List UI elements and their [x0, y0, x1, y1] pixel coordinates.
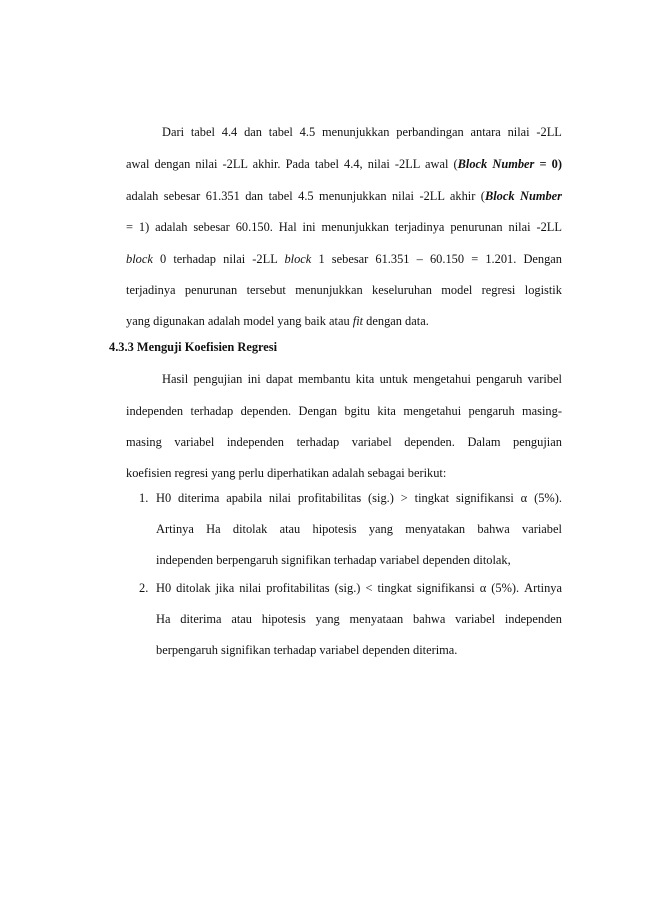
word: mengetahui — [413, 372, 471, 386]
word: yang — [368, 522, 393, 536]
list-item-1-number: 1. — [139, 491, 149, 505]
word: antara — [470, 125, 501, 139]
word: (sig.) — [334, 581, 361, 595]
para2-line-4 — [126, 465, 562, 481]
word: varibel — [527, 372, 562, 386]
word: logistik — [524, 283, 562, 297]
list-item-2-number: 2. — [139, 581, 149, 595]
word: tersebut — [246, 283, 286, 297]
para1-line-3 — [126, 188, 562, 204]
word: H0 — [156, 581, 172, 595]
word: H0 — [156, 491, 172, 505]
word: signifikansi — [455, 491, 514, 505]
word: bahwa — [413, 612, 446, 626]
para1-line-3-text: adalah sebesar 61.351 dan tabel 4.5 menunjukkan nilai -2LL akhir (Block Number — [126, 189, 562, 203]
word: yang — [315, 612, 340, 626]
para1-line-7 — [126, 313, 562, 329]
para2-line-1 — [162, 371, 562, 387]
word: terhadap — [190, 404, 234, 418]
word: pengujian — [513, 435, 562, 449]
word: variabel — [455, 612, 496, 626]
word: ini — [247, 372, 261, 386]
word: tingkat — [377, 581, 412, 595]
word: membantu — [298, 372, 351, 386]
para1-line-4 — [126, 219, 562, 235]
word: Ha — [156, 612, 171, 626]
word: nilai — [239, 581, 262, 595]
word: atau — [231, 612, 252, 626]
word: dependen. — [404, 435, 455, 449]
list-item-1-line-1 — [156, 490, 562, 506]
word: Artinya — [524, 581, 562, 595]
word: variabel — [174, 435, 215, 449]
word: bahwa — [477, 522, 510, 536]
para1-line-5-text: block 0 terhadap nilai -2LL block 1 sebesar 61.351 – 60.150 = 1.201. Dengan — [126, 252, 562, 266]
word: masing — [126, 435, 162, 449]
word: atau — [279, 522, 301, 536]
word: jika — [215, 581, 235, 595]
word: tabel — [190, 125, 215, 139]
para1-line-6 — [126, 282, 562, 298]
word: untuk — [379, 372, 408, 386]
word: masing- — [522, 404, 562, 418]
word: terhadap — [296, 435, 340, 449]
word: hipotesis — [312, 522, 357, 536]
word: α — [520, 491, 528, 505]
word: apabila — [226, 491, 263, 505]
word: pengaruh — [468, 404, 515, 418]
word: variabel — [351, 435, 392, 449]
para2-line-2 — [126, 403, 562, 419]
word: penurunan — [184, 283, 238, 297]
word: kita — [377, 404, 396, 418]
word: ditolak — [176, 581, 211, 595]
word: 4.4 — [221, 125, 238, 139]
word: < — [365, 581, 373, 595]
para1-line-1 — [162, 124, 562, 140]
word: variabel — [522, 522, 562, 536]
word: Dalam — [467, 435, 501, 449]
word: terjadinya — [394, 220, 445, 234]
word: (5%). — [491, 581, 520, 595]
word: 60.150. — [235, 220, 273, 234]
word: diterima — [180, 612, 222, 626]
word: mengetahui — [403, 404, 462, 418]
word: Dari — [162, 125, 185, 139]
word: menunjukkan — [295, 283, 363, 297]
word: α — [479, 581, 487, 595]
word: regresi — [481, 283, 516, 297]
word: adalah — [155, 220, 188, 234]
word: > — [400, 491, 408, 505]
word: bgitu — [344, 404, 370, 418]
word: (sig.) — [368, 491, 394, 505]
word: sebesar — [193, 220, 230, 234]
word: pengujian — [193, 372, 243, 386]
word: Dengan — [298, 404, 338, 418]
para1-line-7-text: yang digunakan adalah model yang baik atau fit dengan data. — [126, 314, 429, 328]
para2-line-4-text: koefisien regresi yang perlu diperhatikan adalah sebagai berikut: — [126, 466, 447, 480]
list-item-2-line-3-text: berpengaruh signifikan terhadap variabel dependen diterima. — [156, 643, 458, 657]
list-item-1-line-3 — [156, 552, 562, 568]
word: terjadinya — [126, 283, 176, 297]
word: Hal — [278, 220, 297, 234]
word: profitabilitas — [266, 581, 330, 595]
word: penurunan — [450, 220, 503, 234]
word: signifikansi — [416, 581, 475, 595]
word: hipotesis — [261, 612, 306, 626]
word: 1) — [138, 220, 150, 234]
word: tingkat — [414, 491, 450, 505]
word: tabel — [268, 125, 293, 139]
word: ini — [302, 220, 316, 234]
word: 4.5 — [299, 125, 316, 139]
section-heading: 4.3.3 Menguji Koefisien Regresi — [109, 340, 278, 354]
para1-line-2-text: awal dengan nilai -2LL akhir. Pada tabel 4.4, nilai -2LL awal (Block Number = 0) — [126, 157, 562, 171]
word: dan — [244, 125, 262, 139]
word: menunjukkan — [321, 125, 390, 139]
word: dependen. — [240, 404, 292, 418]
word: profitabilitas — [297, 491, 362, 505]
word: = — [126, 220, 133, 234]
para2-line-3 — [126, 434, 562, 450]
word: menyataan — [349, 612, 404, 626]
word: independen — [504, 612, 562, 626]
para1-line-5 — [126, 251, 562, 267]
word: pengaruh — [476, 372, 523, 386]
word: model — [441, 283, 473, 297]
word: Hasil — [162, 372, 189, 386]
list-item-1-line-3-text: independen berpengaruh signifikan terhadap variabel dependen ditolak, — [156, 553, 511, 567]
word: nilai — [268, 491, 291, 505]
word: Ha — [206, 522, 221, 536]
word: independen — [126, 404, 184, 418]
word: menunjukkan — [321, 220, 389, 234]
word: keseluruhan — [372, 283, 432, 297]
list-item-2-line-2 — [156, 611, 562, 627]
word: kita — [355, 372, 375, 386]
word: diterima — [178, 491, 220, 505]
word: -2LL — [536, 220, 562, 234]
word: nilai — [507, 125, 530, 139]
word: nilai — [508, 220, 531, 234]
word: independen — [226, 435, 284, 449]
word: ditolak — [232, 522, 268, 536]
word: perbandingan — [396, 125, 464, 139]
word: Artinya — [156, 522, 194, 536]
list-item-1-line-2 — [156, 521, 562, 537]
word: -2LL — [536, 125, 562, 139]
para1-line-2 — [126, 156, 562, 172]
word: dapat — [265, 372, 293, 386]
word: (5%). — [534, 491, 562, 505]
list-item-2-line-3 — [156, 642, 562, 658]
word: menyatakan — [405, 522, 466, 536]
list-item-2-line-1 — [156, 580, 562, 596]
